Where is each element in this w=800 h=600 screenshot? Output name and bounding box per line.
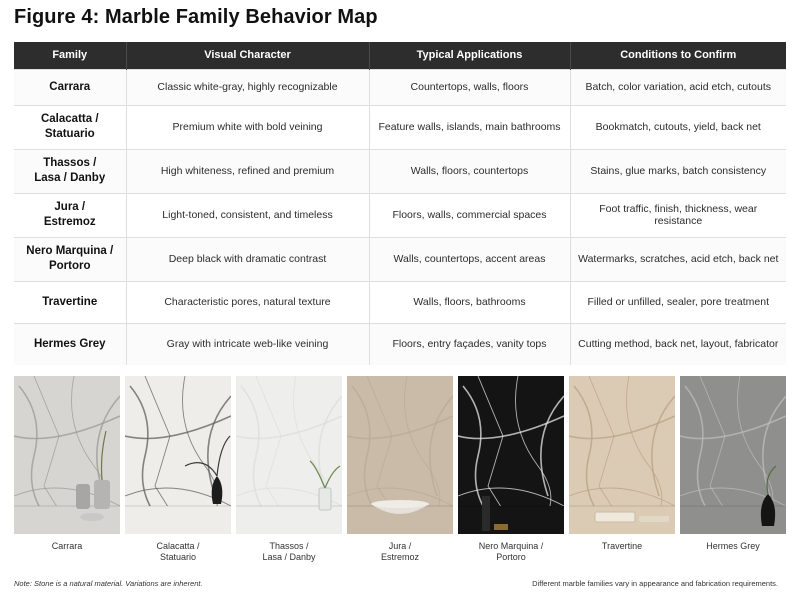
visual-cell: Deep black with dramatic contrast <box>126 237 369 281</box>
marble-photo-strip <box>14 376 786 534</box>
conditions-cell: Batch, color variation, acid etch, cutouts <box>570 69 786 105</box>
nero-marquina-photo <box>458 376 564 534</box>
applications-cell: Walls, countertops, accent areas <box>369 237 570 281</box>
caption-thassos: Thassos / Lasa / Danby <box>262 541 316 562</box>
caption-travertine: Travertine <box>601 541 643 551</box>
family-cell: Carrara <box>14 69 126 105</box>
header-typical-applications: Typical Applications <box>369 42 570 69</box>
table-row <box>14 149 786 193</box>
visual-cell: High whiteness, refined and premium <box>126 149 369 193</box>
header-family: Family <box>14 42 126 69</box>
visual-cell: Light-toned, consistent, and timeless <box>126 193 369 237</box>
travertine-photo <box>569 376 675 534</box>
applications-cell: Countertops, walls, floors <box>369 69 570 105</box>
family-cell: Thassos / Lasa / Danby <box>14 149 126 193</box>
marble-family-table <box>14 42 786 365</box>
header-conditions-to-confirm: Conditions to Confirm <box>570 42 786 69</box>
applications-cell: Walls, floors, bathrooms <box>369 281 570 323</box>
visual-cell: Gray with intricate web-like veining <box>126 323 369 365</box>
carrara-photo <box>14 376 120 534</box>
footnote-left: Note: Stone is a natural material. Variations are inherent. <box>14 579 203 588</box>
applications-cell: Feature walls, islands, main bathrooms <box>369 105 570 149</box>
caption-calacatta: Calacatta / Statuario <box>156 541 200 562</box>
table-row <box>14 193 786 237</box>
family-cell: Jura / Estremoz <box>14 193 126 237</box>
conditions-cell: Stains, glue marks, batch consistency <box>570 149 786 193</box>
family-cell: Hermes Grey <box>14 323 126 365</box>
applications-cell: Floors, walls, commercial spaces <box>369 193 570 237</box>
table-row <box>14 237 786 281</box>
table-row <box>14 105 786 149</box>
visual-cell: Classic white-gray, highly recognizable <box>126 69 369 105</box>
applications-cell: Walls, floors, countertops <box>369 149 570 193</box>
caption-carrara: Carrara <box>51 541 83 551</box>
family-cell: Calacatta / Statuario <box>14 105 126 149</box>
conditions-cell: Watermarks, scratches, acid etch, back net <box>570 237 786 281</box>
table-row <box>14 69 786 105</box>
family-cell: Travertine <box>14 281 126 323</box>
conditions-cell: Cutting method, back net, layout, fabricator <box>570 323 786 365</box>
family-cell: Nero Marquina / Portoro <box>14 237 126 281</box>
visual-cell: Premium white with bold veining <box>126 105 369 149</box>
visual-cell: Characteristic pores, natural texture <box>126 281 369 323</box>
thassos-photo <box>236 376 342 534</box>
calacatta-photo <box>125 376 231 534</box>
table-row <box>14 323 786 365</box>
table-row <box>14 281 786 323</box>
applications-cell: Floors, entry façades, vanity tops <box>369 323 570 365</box>
conditions-cell: Filled or unfilled, sealer, pore treatment <box>570 281 786 323</box>
caption-hermes-grey: Hermes Grey <box>706 541 760 551</box>
conditions-cell: Foot traffic, finish, thickness, wear resistance <box>570 193 786 237</box>
caption-nero-marquina: Nero Marquina / Portoro <box>478 541 544 562</box>
hermes-grey-photo <box>680 376 786 534</box>
footnote-right: Different marble families vary in appearance and fabrication requirements. <box>532 579 778 588</box>
jura-photo <box>347 376 453 534</box>
conditions-cell: Bookmatch, cutouts, yield, back net <box>570 105 786 149</box>
caption-jura: Jura / Estremoz <box>380 541 419 562</box>
table-header-row <box>14 42 786 69</box>
page-title: Figure 4: Marble Family Behavior Map <box>14 6 378 28</box>
header-visual-character: Visual Character <box>126 42 369 69</box>
